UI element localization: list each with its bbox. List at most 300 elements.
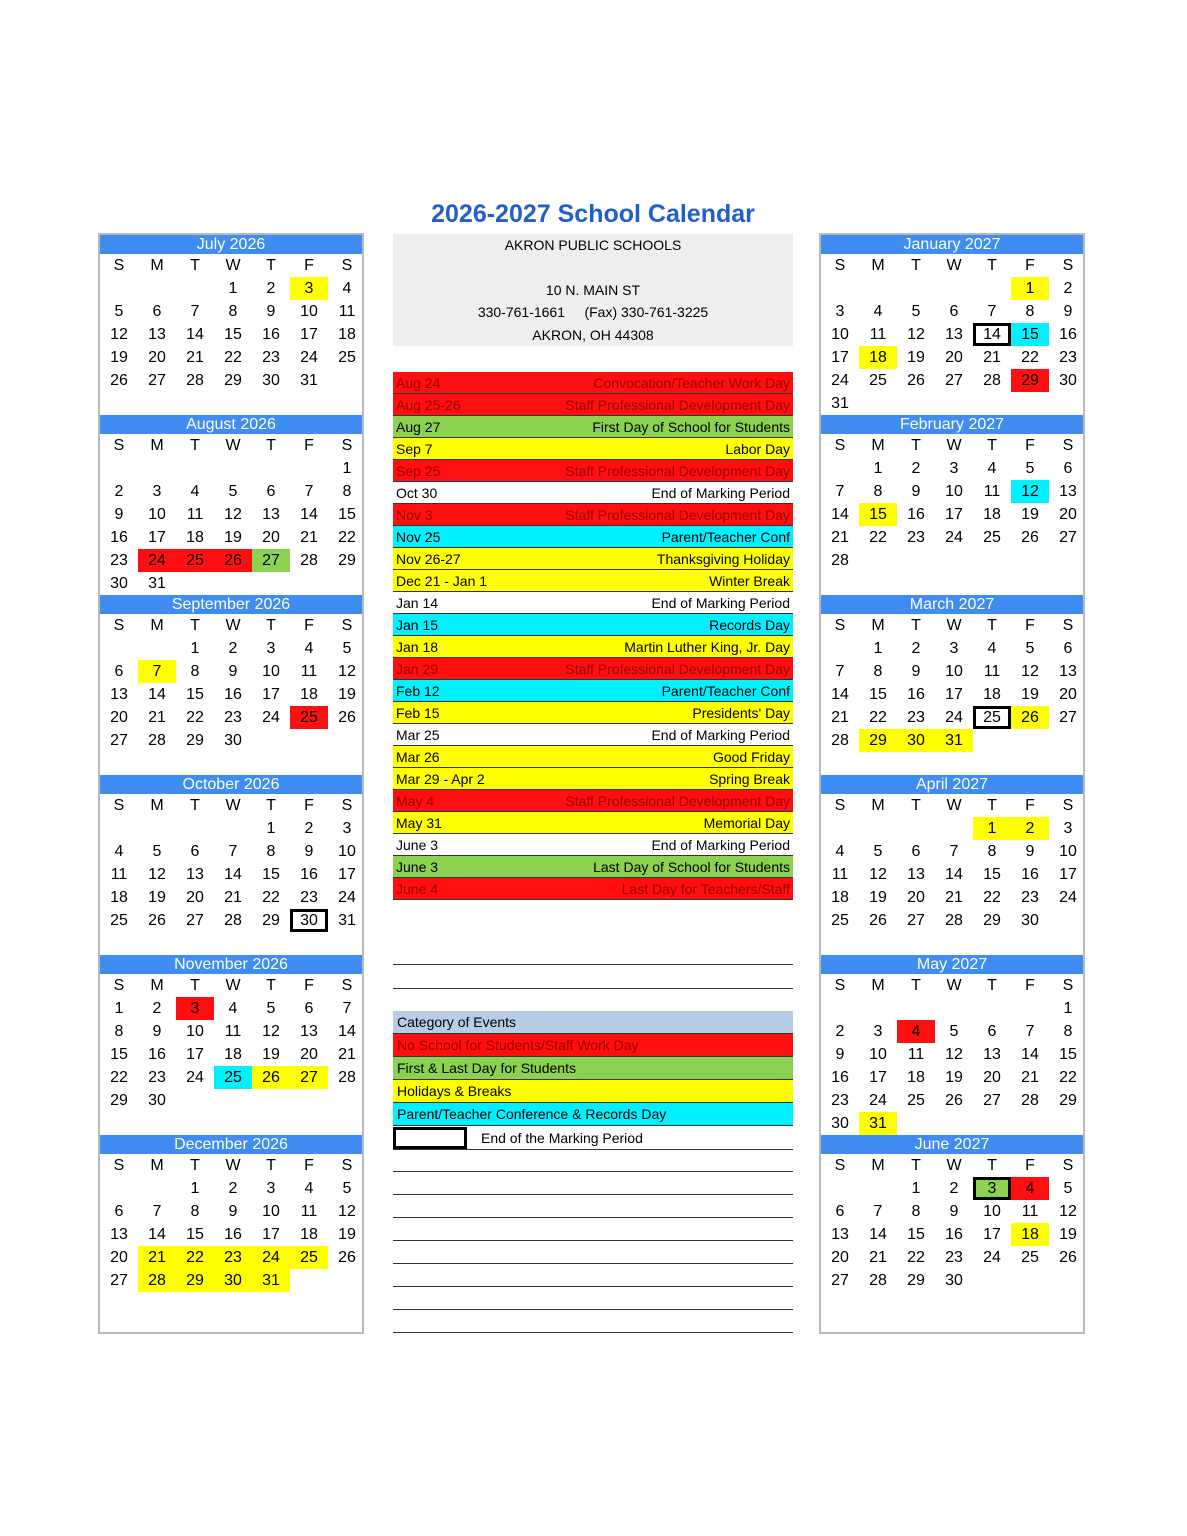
day-cell: 9 bbox=[304, 843, 314, 860]
day-cell: 13 bbox=[945, 326, 963, 343]
empty-cell bbox=[214, 1112, 252, 1135]
day-cell: 16 bbox=[262, 326, 280, 343]
empty-cell bbox=[290, 392, 328, 415]
empty-cell bbox=[138, 1112, 176, 1135]
weekday-label: M bbox=[871, 257, 885, 274]
day-cell: 10 bbox=[262, 1203, 280, 1220]
day-cell: 16 bbox=[945, 1226, 963, 1243]
day-cell: 7 bbox=[949, 843, 959, 860]
weekday-label: W bbox=[946, 437, 962, 454]
day-cell: 7 bbox=[190, 303, 200, 320]
empty-cell bbox=[252, 752, 290, 775]
empty-cell bbox=[290, 729, 328, 752]
event-date: Sep 25 bbox=[396, 463, 441, 479]
week-row bbox=[821, 1089, 1083, 1112]
day-cell: 30 bbox=[945, 1272, 963, 1289]
event-description: Parent/Teacher Conf bbox=[661, 683, 790, 699]
empty-cell bbox=[138, 1177, 176, 1200]
empty-cell bbox=[214, 932, 252, 955]
day-cell: 9 bbox=[1063, 303, 1073, 320]
empty-cell bbox=[897, 752, 935, 775]
day-cell: 21 bbox=[869, 1249, 887, 1266]
blank-line bbox=[393, 1240, 793, 1241]
weekday-label: S bbox=[341, 257, 353, 274]
week-row bbox=[100, 1020, 362, 1043]
empty-cell bbox=[821, 457, 859, 480]
day-cell: 2 bbox=[1011, 817, 1049, 840]
day-cell: 23 bbox=[907, 529, 925, 546]
weekday-label: F bbox=[304, 1157, 314, 1174]
day-cell: 6 bbox=[911, 843, 921, 860]
day-cell: 18 bbox=[338, 326, 356, 343]
day-cell: 10 bbox=[945, 483, 963, 500]
blank-line bbox=[393, 988, 793, 989]
weekday-label: F bbox=[1025, 617, 1035, 634]
day-cell: 31 bbox=[252, 1269, 290, 1292]
blank-line bbox=[393, 1332, 793, 1333]
day-cell: 29 bbox=[859, 729, 897, 752]
empty-cell bbox=[1049, 1269, 1087, 1292]
legend-item: No School for Students/Staff Work Day bbox=[393, 1034, 793, 1057]
weekday-header bbox=[100, 974, 362, 997]
week-row bbox=[821, 346, 1083, 369]
empty-cell bbox=[1011, 1269, 1049, 1292]
month-header: January 2027 bbox=[821, 235, 1083, 254]
week-row bbox=[100, 392, 362, 415]
day-cell: 19 bbox=[869, 889, 887, 906]
day-cell: 8 bbox=[266, 843, 276, 860]
empty-cell bbox=[935, 997, 973, 1020]
day-cell: 8 bbox=[190, 663, 200, 680]
weekday-label: S bbox=[341, 797, 353, 814]
event-row bbox=[393, 658, 793, 680]
week-row bbox=[100, 346, 362, 369]
empty-cell bbox=[328, 729, 366, 752]
event-row bbox=[393, 592, 793, 614]
day-cell: 26 bbox=[214, 549, 252, 572]
empty-cell bbox=[252, 729, 290, 752]
day-cell: 20 bbox=[983, 1069, 1001, 1086]
weekday-label: S bbox=[113, 797, 125, 814]
day-cell: 12 bbox=[338, 663, 356, 680]
day-cell: 30 bbox=[831, 1115, 849, 1132]
day-cell: 30 bbox=[897, 729, 935, 752]
day-cell: 27 bbox=[252, 549, 290, 572]
day-cell: 28 bbox=[869, 1272, 887, 1289]
week-row bbox=[821, 572, 1083, 595]
empty-cell bbox=[100, 457, 138, 480]
empty-cell bbox=[100, 637, 138, 660]
month-header: December 2026 bbox=[100, 1135, 362, 1154]
day-cell: 20 bbox=[945, 349, 963, 366]
weekday-label: S bbox=[834, 437, 846, 454]
month-calendar bbox=[821, 1135, 1083, 1292]
empty-cell bbox=[935, 1112, 973, 1135]
day-cell: 21 bbox=[300, 529, 318, 546]
day-cell: 11 bbox=[300, 663, 318, 680]
empty-cell bbox=[859, 277, 897, 300]
week-row bbox=[821, 503, 1083, 526]
day-cell: 1 bbox=[973, 817, 1011, 840]
empty-cell bbox=[973, 549, 1011, 572]
empty-cell bbox=[1011, 549, 1049, 572]
week-row bbox=[100, 1269, 362, 1292]
weekday-label: W bbox=[225, 437, 241, 454]
empty-cell bbox=[1011, 932, 1049, 955]
week-row bbox=[100, 683, 362, 706]
day-cell: 26 bbox=[1011, 706, 1049, 729]
day-cell: 13 bbox=[262, 506, 280, 523]
weekday-label: F bbox=[1025, 437, 1035, 454]
weekday-header bbox=[821, 614, 1083, 637]
weekday-label: T bbox=[987, 797, 997, 814]
month-header: October 2026 bbox=[100, 775, 362, 794]
day-cell: 15 bbox=[1011, 323, 1049, 346]
day-cell: 1 bbox=[1011, 277, 1049, 300]
empty-cell bbox=[252, 572, 290, 595]
day-cell: 2 bbox=[304, 820, 314, 837]
week-row bbox=[821, 997, 1083, 1020]
day-cell: 7 bbox=[835, 663, 845, 680]
day-cell: 11 bbox=[869, 326, 887, 343]
day-cell: 17 bbox=[262, 1226, 280, 1243]
day-cell: 11 bbox=[186, 506, 204, 523]
day-cell: 8 bbox=[1025, 303, 1035, 320]
day-cell: 17 bbox=[983, 1226, 1001, 1243]
day-cell: 6 bbox=[114, 1203, 124, 1220]
weekday-label: T bbox=[911, 437, 921, 454]
day-cell: 13 bbox=[110, 1226, 128, 1243]
weekday-label: S bbox=[1062, 437, 1074, 454]
day-cell: 15 bbox=[262, 866, 280, 883]
week-row bbox=[821, 840, 1083, 863]
day-cell: 29 bbox=[186, 732, 204, 749]
day-cell: 16 bbox=[907, 506, 925, 523]
week-row bbox=[821, 1246, 1083, 1269]
empty-cell bbox=[859, 817, 897, 840]
day-cell: 14 bbox=[973, 323, 1011, 346]
day-cell: 6 bbox=[152, 303, 162, 320]
weekday-label: S bbox=[113, 1157, 125, 1174]
day-cell: 14 bbox=[224, 866, 242, 883]
day-cell: 15 bbox=[983, 866, 1001, 883]
day-cell: 18 bbox=[300, 1226, 318, 1243]
weekday-label: S bbox=[834, 977, 846, 994]
day-cell: 14 bbox=[338, 1023, 356, 1040]
school-phone: 330-761-1661 (Fax) 330-761-3225 bbox=[477, 304, 709, 321]
empty-cell bbox=[859, 752, 897, 775]
week-row bbox=[821, 480, 1083, 503]
month-header: March 2027 bbox=[821, 595, 1083, 614]
event-row bbox=[393, 570, 793, 592]
day-cell: 18 bbox=[1011, 1223, 1049, 1246]
day-cell: 3 bbox=[1063, 820, 1073, 837]
week-row bbox=[100, 480, 362, 503]
day-cell: 28 bbox=[983, 372, 1001, 389]
day-cell: 7 bbox=[987, 303, 997, 320]
empty-cell bbox=[252, 1112, 290, 1135]
day-cell: 19 bbox=[907, 349, 925, 366]
weekday-label: S bbox=[834, 1157, 846, 1174]
week-row bbox=[100, 1066, 362, 1089]
event-date: Mar 26 bbox=[396, 749, 440, 765]
event-description: Spring Break bbox=[709, 771, 790, 787]
week-row bbox=[100, 572, 362, 595]
day-cell: 25 bbox=[869, 372, 887, 389]
day-cell: 2 bbox=[266, 280, 276, 297]
day-cell: 21 bbox=[945, 889, 963, 906]
day-cell: 7 bbox=[152, 1203, 162, 1220]
empty-cell bbox=[821, 817, 859, 840]
legend-item-marking-period bbox=[393, 1126, 793, 1150]
day-cell: 14 bbox=[186, 326, 204, 343]
day-cell: 16 bbox=[224, 686, 242, 703]
day-cell: 20 bbox=[262, 529, 280, 546]
empty-cell bbox=[897, 572, 935, 595]
day-cell: 25 bbox=[110, 912, 128, 929]
empty-cell bbox=[138, 817, 176, 840]
day-cell: 31 bbox=[831, 395, 849, 412]
empty-cell bbox=[100, 817, 138, 840]
week-row bbox=[100, 1089, 362, 1112]
weekday-header bbox=[100, 254, 362, 277]
day-cell: 17 bbox=[1059, 866, 1077, 883]
event-date: Aug 25-26 bbox=[396, 397, 461, 413]
day-cell: 27 bbox=[186, 912, 204, 929]
day-cell: 14 bbox=[831, 686, 849, 703]
day-cell: 1 bbox=[114, 1000, 124, 1017]
day-cell: 19 bbox=[148, 889, 166, 906]
day-cell: 10 bbox=[983, 1203, 1001, 1220]
event-row bbox=[393, 504, 793, 526]
weekday-label: W bbox=[946, 617, 962, 634]
blank-line bbox=[393, 1194, 793, 1195]
day-cell: 17 bbox=[186, 1046, 204, 1063]
empty-cell bbox=[973, 932, 1011, 955]
month-calendar bbox=[100, 415, 362, 595]
week-row bbox=[100, 503, 362, 526]
empty-cell bbox=[138, 392, 176, 415]
empty-cell bbox=[176, 1112, 214, 1135]
day-cell: 18 bbox=[186, 529, 204, 546]
empty-cell bbox=[176, 817, 214, 840]
day-cell: 11 bbox=[907, 1046, 925, 1063]
month-header: April 2027 bbox=[821, 775, 1083, 794]
day-cell: 17 bbox=[338, 866, 356, 883]
empty-cell bbox=[328, 572, 366, 595]
day-cell: 22 bbox=[907, 1249, 925, 1266]
empty-cell bbox=[821, 637, 859, 660]
event-description: End of Marking Period bbox=[651, 485, 790, 501]
event-row bbox=[393, 636, 793, 658]
day-cell: 15 bbox=[338, 506, 356, 523]
week-row bbox=[821, 369, 1083, 392]
empty-cell bbox=[176, 932, 214, 955]
day-cell: 2 bbox=[228, 1180, 238, 1197]
empty-cell bbox=[328, 752, 366, 775]
day-cell: 14 bbox=[148, 686, 166, 703]
week-row bbox=[100, 637, 362, 660]
weekday-label: F bbox=[1025, 797, 1035, 814]
empty-cell bbox=[328, 932, 366, 955]
empty-cell bbox=[290, 572, 328, 595]
weekday-label: T bbox=[266, 617, 276, 634]
day-cell: 8 bbox=[873, 663, 883, 680]
empty-cell bbox=[138, 637, 176, 660]
legend bbox=[393, 1011, 793, 1150]
empty-cell bbox=[252, 932, 290, 955]
day-cell: 11 bbox=[983, 483, 1001, 500]
weekday-label: T bbox=[987, 617, 997, 634]
week-row bbox=[821, 886, 1083, 909]
day-cell: 24 bbox=[252, 1246, 290, 1269]
empty-cell bbox=[1011, 1112, 1049, 1135]
day-cell: 26 bbox=[869, 912, 887, 929]
weekday-header bbox=[821, 1154, 1083, 1177]
day-cell: 13 bbox=[300, 1023, 318, 1040]
empty-cell bbox=[821, 277, 859, 300]
empty-cell bbox=[138, 932, 176, 955]
empty-cell bbox=[821, 1177, 859, 1200]
marking-period-box-icon bbox=[393, 1127, 467, 1149]
day-cell: 20 bbox=[110, 709, 128, 726]
empty-cell bbox=[176, 752, 214, 775]
event-description: Staff Professional Development Day bbox=[565, 661, 790, 677]
day-cell: 30 bbox=[224, 732, 242, 749]
empty-cell bbox=[821, 997, 859, 1020]
weekday-label: M bbox=[150, 617, 164, 634]
day-cell: 18 bbox=[907, 1069, 925, 1086]
weekday-label: W bbox=[225, 977, 241, 994]
event-row bbox=[393, 768, 793, 790]
week-row bbox=[100, 752, 362, 775]
weekday-label: F bbox=[304, 977, 314, 994]
day-cell: 6 bbox=[987, 1023, 997, 1040]
day-cell: 21 bbox=[138, 1246, 176, 1269]
weekday-label: T bbox=[911, 617, 921, 634]
day-cell: 8 bbox=[190, 1203, 200, 1220]
day-cell: 29 bbox=[224, 372, 242, 389]
week-row bbox=[821, 752, 1083, 775]
day-cell: 23 bbox=[831, 1092, 849, 1109]
day-cell: 13 bbox=[831, 1226, 849, 1243]
empty-cell bbox=[973, 997, 1011, 1020]
week-row bbox=[100, 1246, 362, 1269]
day-cell: 2 bbox=[1063, 280, 1073, 297]
weekday-label: M bbox=[150, 1157, 164, 1174]
day-cell: 17 bbox=[869, 1069, 887, 1086]
empty-cell bbox=[214, 817, 252, 840]
event-date: Mar 25 bbox=[396, 727, 440, 743]
event-row bbox=[393, 856, 793, 878]
weekday-label: T bbox=[190, 617, 200, 634]
day-cell: 23 bbox=[945, 1249, 963, 1266]
week-row bbox=[821, 392, 1083, 415]
day-cell: 13 bbox=[983, 1046, 1001, 1063]
weekday-label: F bbox=[304, 437, 314, 454]
weekday-label: T bbox=[190, 1157, 200, 1174]
day-cell: 9 bbox=[266, 303, 276, 320]
day-cell: 26 bbox=[907, 372, 925, 389]
month-header: November 2026 bbox=[100, 955, 362, 974]
weekday-label: F bbox=[1025, 977, 1035, 994]
day-cell: 10 bbox=[300, 303, 318, 320]
empty-cell bbox=[935, 817, 973, 840]
day-cell: 8 bbox=[1063, 1023, 1073, 1040]
day-cell: 15 bbox=[186, 686, 204, 703]
school-name: AKRON PUBLIC SCHOOLS bbox=[504, 237, 682, 253]
empty-cell bbox=[214, 392, 252, 415]
event-row bbox=[393, 614, 793, 636]
event-row bbox=[393, 482, 793, 504]
event-date: Nov 3 bbox=[396, 507, 433, 523]
week-row bbox=[821, 1020, 1083, 1043]
day-cell: 31 bbox=[935, 729, 973, 752]
event-description: Labor Day bbox=[725, 441, 790, 457]
day-cell: 16 bbox=[831, 1069, 849, 1086]
day-cell: 18 bbox=[859, 346, 897, 369]
weekday-label: W bbox=[946, 257, 962, 274]
weekday-label: M bbox=[150, 437, 164, 454]
event-row bbox=[393, 372, 793, 394]
day-cell: 1 bbox=[1063, 1000, 1073, 1017]
empty-cell bbox=[290, 752, 328, 775]
day-cell: 2 bbox=[911, 460, 921, 477]
event-description: End of Marking Period bbox=[651, 727, 790, 743]
empty-cell bbox=[859, 572, 897, 595]
day-cell: 3 bbox=[873, 1023, 883, 1040]
weekday-label: M bbox=[150, 977, 164, 994]
week-row bbox=[821, 817, 1083, 840]
weekday-label: S bbox=[113, 437, 125, 454]
month-header: June 2027 bbox=[821, 1135, 1083, 1154]
day-cell: 24 bbox=[186, 1069, 204, 1086]
day-cell: 13 bbox=[186, 866, 204, 883]
event-description: Winter Break bbox=[709, 573, 790, 589]
month-calendar bbox=[100, 235, 362, 415]
day-cell: 26 bbox=[252, 1066, 290, 1089]
month-calendar bbox=[821, 595, 1083, 775]
day-cell: 17 bbox=[945, 506, 963, 523]
day-cell: 12 bbox=[148, 866, 166, 883]
week-row bbox=[821, 300, 1083, 323]
day-cell: 12 bbox=[224, 506, 242, 523]
blank-line bbox=[393, 1217, 793, 1218]
empty-cell bbox=[973, 572, 1011, 595]
event-row bbox=[393, 416, 793, 438]
event-description: Staff Professional Development Day bbox=[565, 793, 790, 809]
event-row bbox=[393, 702, 793, 724]
event-row bbox=[393, 724, 793, 746]
day-cell: 25 bbox=[214, 1066, 252, 1089]
empty-cell bbox=[100, 392, 138, 415]
day-cell: 11 bbox=[338, 303, 356, 320]
day-cell: 4 bbox=[114, 843, 124, 860]
day-cell: 2 bbox=[949, 1180, 959, 1197]
day-cell: 11 bbox=[983, 663, 1001, 680]
week-row bbox=[821, 457, 1083, 480]
month-header: July 2026 bbox=[100, 235, 362, 254]
day-cell: 26 bbox=[338, 1249, 356, 1266]
day-cell: 19 bbox=[1021, 686, 1039, 703]
empty-cell bbox=[1049, 932, 1087, 955]
weekday-label: M bbox=[150, 797, 164, 814]
week-row bbox=[821, 637, 1083, 660]
empty-cell bbox=[252, 392, 290, 415]
event-row bbox=[393, 526, 793, 548]
month-calendar bbox=[821, 775, 1083, 955]
event-description: Thanksgiving Holiday bbox=[656, 551, 790, 567]
